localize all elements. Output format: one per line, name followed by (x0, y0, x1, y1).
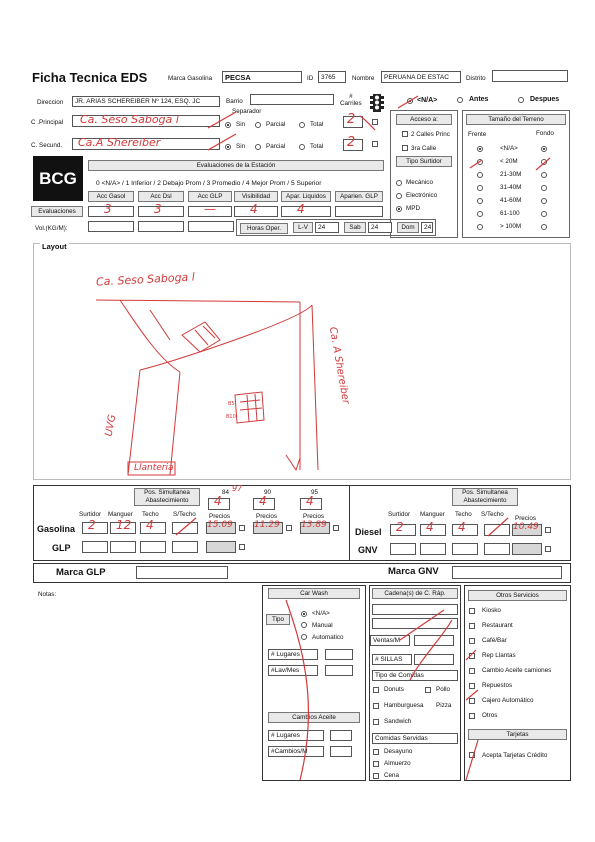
ventas-label: Ventas/M (370, 635, 410, 646)
calles-princ-check[interactable] (402, 131, 408, 137)
nombre-field[interactable]: PERUANA DE ESTAC (381, 71, 461, 83)
surtidores-divider (349, 485, 350, 561)
lv-field[interactable]: 24 (315, 222, 339, 233)
gasolina-precio-label-2: Precios (303, 513, 324, 520)
calle-secundaria-handwriting: Ca.A Shereiber (78, 136, 161, 149)
pizza-label: Pizza (436, 702, 452, 709)
separador-sin-radio-1[interactable] (225, 122, 231, 128)
otros-check-3[interactable] (469, 653, 475, 659)
eval-field-4[interactable] (281, 206, 331, 217)
carwash-automatico-label: Automatico (312, 634, 344, 641)
octano-90-label: 90 (264, 489, 272, 496)
svg-text:B5: B5 (228, 401, 235, 407)
parcial-label-1: Parcial (266, 121, 286, 128)
id-field[interactable]: 3765 (318, 71, 346, 83)
frente-radio-5[interactable] (477, 211, 483, 217)
direccion-label: Direccion (37, 99, 64, 106)
gasolina-hw-0: 2 (88, 518, 96, 532)
cadena-field-1[interactable] (372, 604, 458, 615)
ventas-field[interactable] (414, 635, 454, 646)
fondo-radio-1[interactable] (541, 159, 547, 165)
donuts-check[interactable] (373, 687, 379, 693)
carwash-lugares-label: # Lugares (268, 649, 318, 660)
carwash-title: Car Wash (268, 588, 360, 599)
separador-total-radio-1[interactable] (299, 122, 305, 128)
otros-check-0[interactable] (469, 608, 475, 614)
marca-gasolina-field[interactable]: PECSA (222, 71, 302, 83)
mpd-label: MPD (406, 205, 420, 212)
carriles-label: # Carriles (340, 93, 362, 107)
barrio-label: Barrio (226, 98, 243, 105)
gnv-label: GNV (358, 545, 378, 555)
acepta-tarjetas-label: Acepta Tarjetas Crédito (482, 752, 548, 759)
eval-hw-2: — (204, 202, 216, 216)
terreno-option-0: <N/A> (500, 145, 518, 152)
mecanico-label: Mecánico (406, 179, 433, 186)
almuerzo-check[interactable] (373, 761, 379, 767)
desayuno-label: Desayuno (384, 748, 413, 755)
marca-gnv-label: Marca GNV (388, 566, 439, 577)
s-techo-header-gas: S/Techo (173, 511, 196, 518)
carwash-manual-radio[interactable] (301, 622, 307, 628)
calle-principal-handwriting: Ca. Seso Saboga l (80, 113, 179, 126)
bcg-logo (33, 156, 83, 201)
marca-gnv-field[interactable] (452, 566, 562, 579)
separador-sin-radio-2[interactable] (225, 144, 231, 150)
gasolina-precio-check-0[interactable] (239, 525, 245, 531)
carwash-lav-label: #Lav/Mes (268, 665, 318, 676)
otros-item-0: Kiosko (482, 607, 501, 614)
s-techo-header-diesel: S/Techo (481, 511, 504, 518)
pos-simultanea-gas-label: Pos. Simultanea Abastecimiento (134, 488, 200, 506)
sandwich-check[interactable] (373, 719, 379, 725)
cadena-title: Cadena(s) de C. Ráp. (372, 588, 458, 599)
gasolina-precio-hw-0: 15.09 (207, 520, 233, 530)
otros-check-6[interactable] (469, 698, 475, 704)
eval-col-5: Aparien. GLP (335, 191, 383, 202)
otros-item-4: Cambio Aceite camiones (482, 667, 552, 674)
frente-radio-6[interactable] (477, 224, 483, 230)
fondo-label: Fondo (536, 130, 554, 137)
dom-field[interactable]: 24 (421, 222, 433, 233)
bcg-logo-text: BCG (39, 169, 77, 188)
terreno-option-5: 61-100 (500, 210, 520, 217)
separador-parcial-radio-2[interactable] (255, 144, 261, 150)
diesel-precio-label-0: Precios (515, 515, 536, 522)
evaluaciones-row-label: Evaluaciones (31, 206, 83, 217)
diesel-precio-check-0[interactable] (545, 527, 551, 533)
gnv-field-2[interactable] (452, 543, 478, 555)
hamburguesa-label: Hamburguesa (384, 702, 424, 709)
glp-precio-field-0[interactable] (206, 541, 236, 553)
separador-parcial-radio-1[interactable] (255, 122, 261, 128)
diesel-precio-hw-0: 10.49 (513, 522, 539, 532)
vol-field-3[interactable] (188, 221, 234, 232)
gnv-stecho[interactable] (484, 543, 510, 555)
otros-title: Otros Servicios (468, 590, 567, 601)
cena-check[interactable] (373, 773, 379, 779)
terreno-option-2: 21-30M (500, 171, 522, 178)
frente-label: Frente (468, 131, 487, 138)
terreno-option-4: 41-60M (500, 197, 522, 204)
eval-hw-0: 3 (104, 202, 112, 216)
total-label-2: Total (310, 143, 324, 150)
octano-84-extra-hw: 97 (232, 484, 243, 493)
carriles-hw-1: 2 (347, 112, 356, 127)
glp-stecho[interactable] (172, 541, 198, 553)
frente-radio-0[interactable] (477, 146, 483, 152)
layout-bottom-label: Llanteria (134, 463, 174, 473)
eval-field-5[interactable] (335, 206, 383, 217)
diesel-hw-0: 2 (396, 520, 404, 534)
gnv-field-1[interactable] (420, 543, 446, 555)
otros-item-1: Restaurant (482, 622, 513, 629)
manguer-header-diesel: Manguer (420, 511, 445, 518)
diesel-label: Diesel (355, 527, 382, 537)
carwash-lugares-field[interactable] (325, 649, 353, 660)
otros-item-3: Rep Llantas (482, 652, 516, 659)
comidas-servidas-label: Comidas Servidas (372, 733, 458, 744)
glp-field-1[interactable] (110, 541, 136, 553)
acepta-tarjetas-check[interactable] (469, 752, 475, 758)
vol-field-2[interactable] (138, 221, 184, 232)
horas-label: Horas Oper. (240, 223, 288, 234)
barrio-field[interactable] (250, 94, 334, 105)
otros-check-5[interactable] (469, 683, 475, 689)
position-na-radio[interactable] (407, 98, 413, 104)
gasolina-label: Gasolina (37, 524, 76, 534)
octano-95-label: 95 (311, 489, 319, 496)
position-despues-label: Despues (530, 96, 560, 103)
layout-title: Layout (42, 242, 67, 251)
octano-84-label: 84 (222, 489, 230, 496)
eval-col-2: Acc GLP (188, 191, 232, 202)
eval-col-4: Apar. Liquidos (281, 191, 331, 202)
position-na-label: <N/A> (417, 97, 438, 104)
svg-text:B10: B10 (226, 414, 236, 420)
terreno-option-3: 31-40M (500, 184, 522, 191)
electronico-radio[interactable] (396, 193, 402, 199)
distrito-label: Distrito (466, 75, 486, 82)
layout-street-right: Ca. A Shereiber (326, 326, 352, 405)
gasolina-hw-1: 12 (116, 518, 132, 532)
eval-col-3: Visibilidad (234, 191, 278, 202)
sandwich-label: Sandwich (384, 718, 412, 725)
layout-street-top: Ca. Seso Saboga l (95, 270, 196, 289)
diesel-stecho[interactable] (484, 524, 510, 536)
surtidor-header-diesel: Surtidor (388, 511, 411, 518)
tercera-calle-check[interactable] (402, 145, 408, 151)
evaluaciones-scale: 0 <N/A> / 1 Inferior / 2 Debajo Prom / 3 Promedio / 4 Mejor Prom / 5 Superior (96, 180, 322, 187)
glp-precio-check-0[interactable] (239, 544, 245, 550)
otros-check-7[interactable] (469, 713, 475, 719)
position-antes-label: Antes (469, 96, 489, 103)
tarjetas-title: Tarjetas (468, 729, 567, 740)
gasolina-hw-2: 4 (146, 518, 154, 532)
carwash-lav-field[interactable] (325, 665, 353, 676)
pollo-label: Pollo (436, 686, 451, 693)
carriles-check-2[interactable] (372, 141, 378, 147)
total-label-1: Total (310, 121, 324, 128)
otros-check-1[interactable] (469, 623, 475, 629)
fondo-radio-2[interactable] (541, 172, 547, 178)
gnv-precio-field-0[interactable] (512, 543, 542, 555)
carwash-automatico-radio[interactable] (301, 634, 307, 640)
marca-glp-field[interactable] (136, 566, 228, 579)
marca-gasolina-label: Marca Gasolina (168, 75, 213, 82)
carwash-tipo-label: Tipo (266, 614, 290, 625)
cambios-lugares-field[interactable] (330, 730, 352, 741)
pos-gas-hw-0: 4 (214, 494, 222, 508)
pos-gas-hw-1: 4 (259, 494, 267, 508)
glp-field-2[interactable] (140, 541, 166, 553)
gasolina-precio-hw-2: 13.89 (301, 520, 327, 530)
terreno-option-1: < 20M (500, 158, 518, 165)
cadena-field-2[interactable] (372, 618, 458, 629)
terreno-title: Tamaño del Terreno (466, 114, 566, 125)
gasolina-precio-label-0: Precios (209, 513, 230, 520)
carwash-manual-label: Manual (312, 622, 333, 629)
nombre-label: Nombre (352, 75, 375, 82)
electronico-label: Electrónico (406, 192, 438, 199)
gasolina-stecho[interactable] (172, 522, 198, 534)
sillas-field[interactable] (414, 654, 454, 665)
diesel-hw-1: 4 (426, 520, 434, 534)
terreno-option-6: > 100M (500, 223, 522, 230)
almuerzo-label: Almuerzo (384, 760, 411, 767)
pollo-check[interactable] (425, 687, 431, 693)
position-antes-radio[interactable] (457, 97, 463, 103)
eval-col-0: Acc Gasol (88, 191, 134, 202)
separador-label: Separador (232, 108, 262, 115)
diesel-hw-2: 4 (458, 520, 466, 534)
sin-label-1: Sin (236, 121, 246, 128)
tipo-surtidor-title: Tipo Surtidor (396, 156, 452, 167)
traffic-light-icon (370, 94, 384, 112)
parcial-label-2: Parcial (266, 143, 286, 150)
otros-check-4[interactable] (469, 668, 475, 674)
gasolina-precio-check-2[interactable] (333, 525, 339, 531)
mpd-radio[interactable] (396, 206, 402, 212)
vol-label: Vol.(KG/M): (35, 225, 68, 232)
otros-check-2[interactable] (469, 638, 475, 644)
otros-item-6: Cajero Automático (482, 697, 534, 704)
frente-radio-2[interactable] (477, 172, 483, 178)
mecanico-radio[interactable] (396, 180, 402, 186)
calle-principal-label: C .Principal (31, 119, 64, 126)
frente-radio-3[interactable] (477, 185, 483, 191)
techo-header-gas: Techo (142, 511, 159, 518)
hamburguesa-check[interactable] (373, 703, 379, 709)
gnv-precio-check-0[interactable] (545, 546, 551, 552)
marca-glp-label: Marca GLP (56, 567, 106, 578)
carriles-hw-2: 2 (347, 135, 356, 150)
sillas-label: # SILLAS (372, 654, 412, 665)
eval-col-1: Acc Dsl (138, 191, 184, 202)
glp-field-0[interactable] (82, 541, 108, 553)
direccion-field[interactable]: JR. ARIAS SCHEREIBER Nº 124, ESQ. JC (72, 96, 220, 107)
vol-field-1[interactable] (88, 221, 134, 232)
otros-item-5: Repuestos (482, 682, 513, 689)
gnv-field-0[interactable] (390, 543, 416, 555)
pos-simultanea-diesel-label: Pos. Simultanea Abastecimiento (452, 488, 518, 506)
frente-radio-1[interactable] (477, 159, 483, 165)
page-title: Ficha Tecnica EDS (32, 70, 148, 85)
separador-total-radio-2[interactable] (299, 144, 305, 150)
eval-hw-3: 4 (250, 202, 258, 216)
position-despues-radio[interactable] (518, 97, 524, 103)
cambios-lugares-label: # Lugares (268, 730, 324, 741)
layout-left-label: UVG (103, 413, 119, 438)
distrito-field[interactable] (492, 70, 568, 82)
fondo-radio-6[interactable] (541, 224, 547, 230)
cambios-m-field[interactable] (330, 746, 352, 757)
calle-secundaria-label: C. Secund. (31, 142, 63, 149)
evaluaciones-title: Evaluaciones de la Estación (88, 160, 384, 171)
otros-item-2: Café/Bar (482, 637, 507, 644)
carriles-check-1[interactable] (372, 119, 378, 125)
lv-label: L-V (293, 222, 313, 233)
acceso-title: Acceso a: (396, 114, 452, 125)
calles-princ-label: 2 Calles Princ (411, 131, 450, 138)
gasolina-precio-check-1[interactable] (286, 525, 292, 531)
dom-label: Dom (397, 222, 419, 233)
id-label: ID (307, 75, 314, 82)
techo-header-diesel: Techo (455, 511, 472, 518)
tipo-comidas-label: Tipo de Comidas (372, 670, 458, 681)
sab-field[interactable]: 24 (368, 222, 392, 233)
carwash-na-label: <N/A> (312, 610, 330, 617)
manguer-header-gas: Manguer (108, 511, 133, 518)
donuts-label: Donuts (384, 686, 404, 693)
glp-label: GLP (52, 543, 71, 553)
cena-label: Cena (384, 772, 400, 779)
fondo-radio-3[interactable] (541, 185, 547, 191)
otros-item-7: Otros (482, 712, 498, 719)
sin-label-2: Sin (236, 143, 246, 150)
surtidor-header-gas: Surtidor (79, 511, 102, 518)
fondo-radio-0[interactable] (541, 146, 547, 152)
eval-hw-1: 3 (154, 202, 162, 216)
cambios-m-label: #Cambios/M (268, 746, 324, 757)
eval-hw-4: 4 (297, 202, 305, 216)
sab-label: Sab (344, 222, 366, 233)
tercera-calle-label: 3ra Calle (411, 145, 437, 152)
carwash-na-radio[interactable] (301, 611, 307, 617)
gasolina-precio-hw-1: 11.29 (254, 520, 280, 530)
pos-gas-hw-2: 4 (306, 494, 314, 508)
notas-label: Notas: (38, 591, 57, 598)
gasolina-precio-label-1: Precios (256, 513, 277, 520)
cambios-aceite-title: Cambios Aceite (268, 712, 360, 723)
frente-radio-4[interactable] (477, 198, 483, 204)
desayuno-check[interactable] (373, 749, 379, 755)
fondo-radio-5[interactable] (541, 211, 547, 217)
fondo-radio-4[interactable] (541, 198, 547, 204)
